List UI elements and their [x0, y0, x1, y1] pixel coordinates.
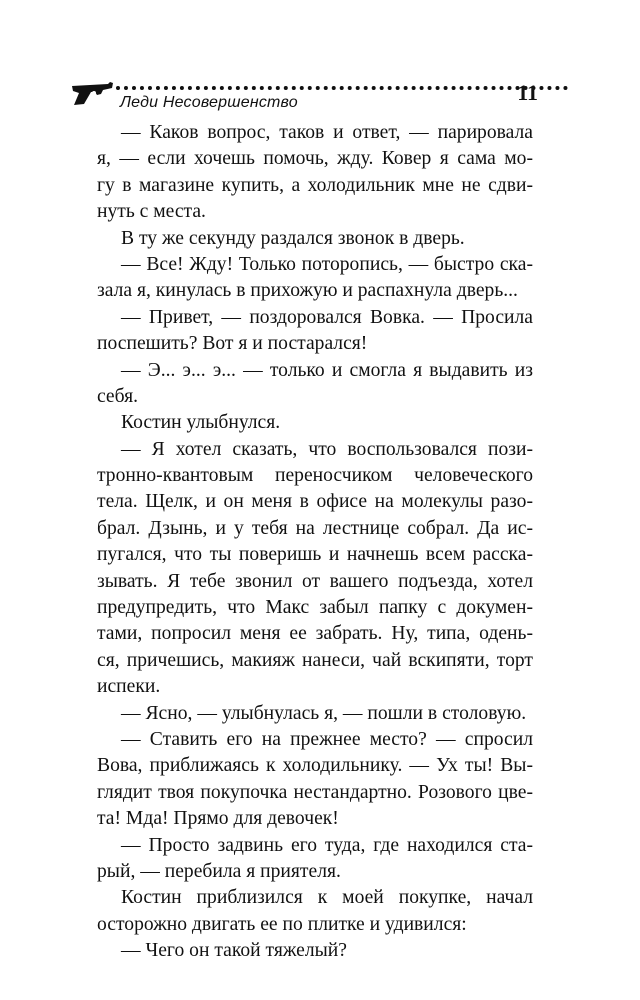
text-line: глядит твоя покупочка нестандартно. Розового цве- — [97, 781, 533, 803]
running-title: Леди Несовершенство — [120, 94, 298, 111]
text-line: я, — если хочешь помочь, жду. Ковер я сама мо- — [97, 148, 533, 170]
text-line: В ту же секунду раздался звонок в дверь. — [121, 227, 465, 249]
text-line: зала я, кинулась в прихожую и распахнула дверь... — [97, 280, 518, 302]
text-line: — Ясно, — улыбнулась я, — пошли в столовую. — [121, 702, 527, 724]
text-line: брал. Дзынь, и у тебя на лестнице собрал. Да ис- — [97, 517, 533, 539]
text-line: испеки. — [97, 676, 161, 698]
text-line: — Чего он такой тяжелый? — [121, 940, 347, 962]
text-line: — Все! Жду! Только поторопись, — быстро ска- — [121, 253, 533, 275]
revolver-icon — [70, 80, 114, 106]
text-line: тела. Щелк, и он меня в офисе на молекулы разо- — [97, 491, 533, 513]
text-line: — Просто задвинь его туда, где находился ста- — [121, 834, 533, 856]
text-line: поспешить? Вот я и постарался! — [97, 333, 368, 355]
text-line: — Э... э... э... — только и смогла я выдавить из — [121, 359, 533, 381]
text-line: тронно-квантовым переносчиком человеческого — [97, 465, 533, 487]
text-line: тами, попросил меня ее забрать. Ну, типа, одень- — [97, 623, 533, 645]
text-line: пугался, что ты поверишь и начнешь всем расска- — [97, 544, 533, 566]
text-line: гу в магазине купить, а холодильник мне не сдви- — [97, 174, 533, 196]
text-line: Костин улыбнулся. — [121, 412, 281, 434]
text-line: осторожно двигать ее по плитке и удивился: — [97, 913, 467, 935]
text-line: себя. — [97, 385, 139, 407]
page-header — [70, 78, 538, 118]
body-text — [97, 120, 533, 965]
text-line: ся, причешись, макияж нанеси, чай вскипяти, торт — [97, 649, 533, 671]
text-line: Костин приблизился к моей покупке, начал — [121, 887, 533, 909]
text-line: Вова, приближаясь к холодильнику. — Ух ты! Вы- — [97, 755, 533, 777]
text-line: — Привет, — поздоровался Вовка. — Просила — [121, 306, 533, 328]
text-line: предупредить, что Макс забыл папку с докумен- — [97, 597, 533, 619]
text-line: — Я хотел сказать, что воспользовался пози- — [121, 438, 533, 460]
text-line: зывать. Я тебе звонил от вашего подъезда, хотел — [97, 570, 533, 592]
text-line: та! Мда! Прямо для девочек! — [97, 808, 339, 830]
page-number: 11 — [517, 80, 538, 105]
text-line: — Каков вопрос, таков и ответ, — парировала — [121, 122, 533, 143]
text-line: рый, — перебила я приятеля. — [97, 860, 341, 882]
text-line: — Ставить его на прежнее место? — спросил — [121, 728, 533, 750]
header-dotted-rule — [116, 86, 568, 90]
text-line: нуть с места. — [97, 201, 206, 223]
